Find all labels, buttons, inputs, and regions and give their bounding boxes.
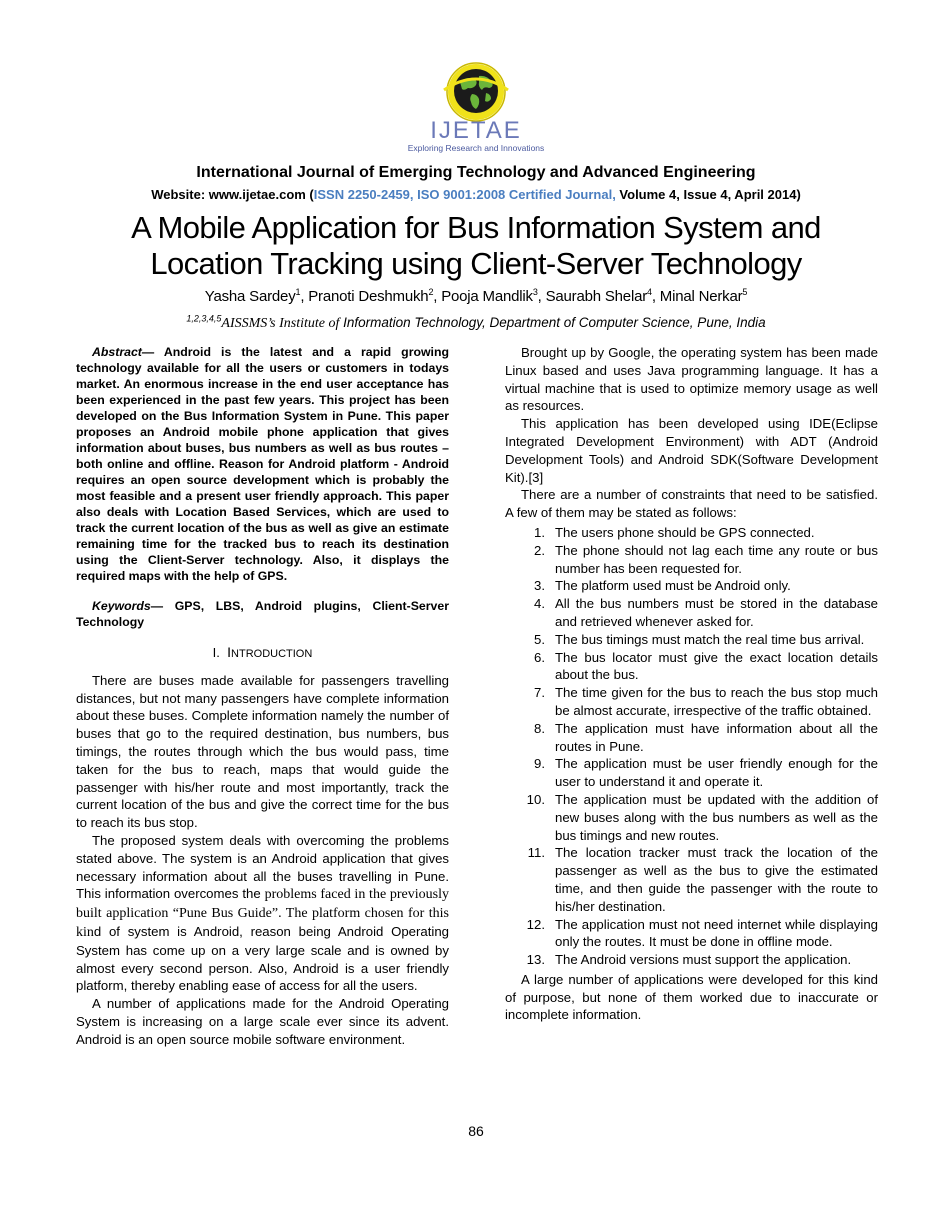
author-sup: 5	[742, 287, 748, 297]
list-item	[505, 951, 878, 969]
list-item	[505, 916, 878, 952]
list-item	[505, 577, 878, 595]
list-item-text: All the bus numbers must be stored in the database and retrieved whenever asked for.	[555, 596, 878, 629]
author-name: Pranoti Deshmukh	[308, 288, 429, 305]
constraints-list	[505, 524, 878, 969]
right-column	[505, 344, 878, 1024]
author-sup: 1	[295, 287, 301, 297]
logo-tagline: Exploring Research and Innovations	[407, 143, 545, 153]
list-item-text: The platform used must be Android only.	[555, 578, 791, 594]
list-number: 9.	[534, 756, 545, 772]
list-item-text: The bus locator must give the exact location details about the bus.	[555, 649, 878, 683]
affiliation-sup: 1,2,3,4,5	[186, 313, 222, 324]
abstract-dash: —	[141, 345, 164, 359]
affiliation-institute: AISSMS’s Institute of	[221, 316, 340, 331]
page-number: 86	[468, 1123, 484, 1139]
logo-wordmark: IJETAE	[430, 117, 522, 144]
list-number: 8.	[534, 720, 545, 736]
list-number: 10.	[526, 791, 545, 807]
list-number: 1.	[534, 524, 545, 540]
author-list: Yasha Sardey$^1$, Pranoti Deshmukh$^2$, Pooja Mandlik$^3$, Saurabh Shelar$^4$, Minal Nerkar$^5$	[204, 287, 748, 305]
list-item-text: The application must not need internet while displaying only the routes. It must be done in offline mode.	[555, 916, 878, 950]
journal-website-line	[0, 187, 952, 202]
list-item	[505, 595, 878, 631]
section-title-initial: I	[227, 644, 232, 660]
list-item-text: The bus timings must match the real time bus arrival.	[555, 631, 865, 647]
author-sup: 3	[532, 287, 538, 297]
affiliation-department: Information Technology, Department of Computer Science, Pune, India	[339, 315, 766, 330]
list-item	[505, 684, 878, 720]
affiliation	[0, 315, 952, 332]
list-number: 11.	[527, 845, 545, 861]
intro-text-serif: problems faced in the previously built application “Pune Bus Guide”. The platform chosen for this kin	[76, 887, 449, 940]
author-name: Saurabh Shelar	[545, 288, 648, 305]
section-title-rest: NTRODUCTION	[231, 648, 313, 660]
list-item-text: The time given for the bus to reach the bus stop much be almost accurate, irrespective of the traffic obtained.	[555, 685, 878, 718]
list-item-text: The application must have information about all the routes in Pune.	[555, 720, 878, 754]
issn-text: ISSN 2250-2459, ISO 9001:2008 Certified Journal,	[313, 187, 616, 202]
list-number: 7.	[534, 685, 545, 701]
list-item-text: The Android versions must support the application.	[555, 952, 852, 968]
list-item	[505, 844, 878, 915]
intro-text: d of system is Android, reason being Android Operating System has come up on a very large scale and is owned by almost every second person. Also, Android is a user friendly platform, thereby enabling ease of access for all the users.	[76, 923, 449, 994]
list-item	[505, 524, 878, 542]
keywords-text: GPS, LBS, Android plugins, Client-Server Technology	[76, 599, 449, 629]
intro-paragraph: There are buses made available for passengers travelling distances, but not many passengers have complete information about these buses. Complete information namely the number of buses that go to the required destination, bus numbers, bus timings, the routes through which the bus would pass, time taken for the bus to reach, maps that would guide the passenger with his/her route and most importantly, track the current location of the bus and give the correct time for the bus to reach its bus stop.	[76, 672, 449, 831]
body-paragraph: There are a number of constraints that need to be satisfied. A few of them may be stated as follows:	[505, 487, 878, 521]
author-name: Yasha Sardey	[204, 288, 296, 305]
list-number: 4.	[534, 596, 545, 612]
list-item	[505, 542, 878, 578]
list-item-text: The application must be updated with the addition of new buses along with the bus numbers as well as the bus timings and new routes.	[555, 791, 878, 843]
list-item	[505, 755, 878, 791]
author-name: Minal Nerkar	[659, 288, 743, 305]
list-item-text: The application must be user friendly enough for the user to understand it and operate it.	[555, 756, 878, 790]
intro-paragraph: A number of applications made for the Android Operating System is increasing on a large scale ever since its advent. Android is an open source mobile software environment.	[76, 996, 449, 1047]
abstract-text: Android is the latest and a rapid growing technology available for all the users or customers in todays market. An enormous increase in the end user acceptance has been experienced in the past few years. This project has been developed on the Bus Information System in Pune. This paper proposes an Android mobile phone application that gives information about buses, bus numbers as well as bus routes – both online and offline. Reason for Android platform - Android requires an open source development which is probably the most feasible and a present user friendly approach. This paper also deals with Location Based Services, which are used to track the current location of the bus as well as give an estimate remaining time for the tracked bus to reach its destination using the Client-Server technology. Also, it displays the required maps with the help of GPS.	[76, 345, 449, 583]
list-item	[505, 649, 878, 685]
list-number: 6.	[534, 649, 545, 665]
keywords-label: Keywords	[92, 599, 151, 613]
website-prefix: Website: www.ijetae.com (	[151, 187, 314, 202]
list-number: 3.	[534, 578, 545, 594]
list-item-text: The location tracker must track the location of the passenger as well as the bus to give the estimated time, and then guide the passenger with the route to his/her destination.	[555, 845, 878, 914]
keywords-dash: —	[150, 599, 175, 613]
list-number: 5.	[534, 631, 545, 647]
list-item	[505, 631, 878, 649]
list-item-text: The users phone should be GPS connected.	[555, 524, 815, 540]
body-paragraph: A large number of applications were developed for this kind of purpose, but none of them worked due to inaccurate or incomplete information.	[505, 971, 878, 1023]
list-item	[505, 791, 878, 844]
list-number: 13.	[526, 952, 545, 968]
intro-paragraph	[76, 832, 449, 995]
author-sup: 4	[647, 287, 652, 297]
body-paragraph: This application has been developed using IDE(Eclipse Integrated Development Environment) with ADT (Android Development Tools) and Android SDK(Software Development Kit).[3]	[505, 416, 878, 485]
paper-title: A Mobile Application for Bus Information System and Location Tracking using Client-Server Technology	[131, 210, 821, 281]
list-item-text: The phone should not lag each time any route or bus number has been requested for.	[555, 542, 878, 576]
author-name: Pooja Mandlik	[441, 288, 533, 305]
abstract-label: Abstract	[92, 345, 142, 359]
body-paragraph: Brought up by Google, the operating system has been made Linux based and uses Java programming language. It has a virtual machine that is used to optimize memory usage as well as resources.	[505, 345, 878, 414]
section-number: I.	[212, 645, 220, 660]
section-heading-introduction	[76, 644, 449, 664]
keywords	[76, 598, 449, 630]
volume-issue: Volume 4, Issue 4, April 2014)	[615, 187, 801, 202]
intro-text: The proposed system deals with overcoming the problems stated above. The system is an Android application that gives necessary information about all the buses travelling in Pune. This information overcomes the	[76, 832, 449, 902]
author-sup: 2	[428, 287, 434, 297]
list-number: 12.	[526, 916, 545, 932]
journal-name: International Journal of Emerging Technology and Advanced Engineering	[196, 164, 756, 181]
left-column	[76, 344, 449, 1049]
list-item	[505, 720, 878, 756]
list-number: 2.	[534, 542, 545, 558]
abstract	[76, 344, 449, 584]
